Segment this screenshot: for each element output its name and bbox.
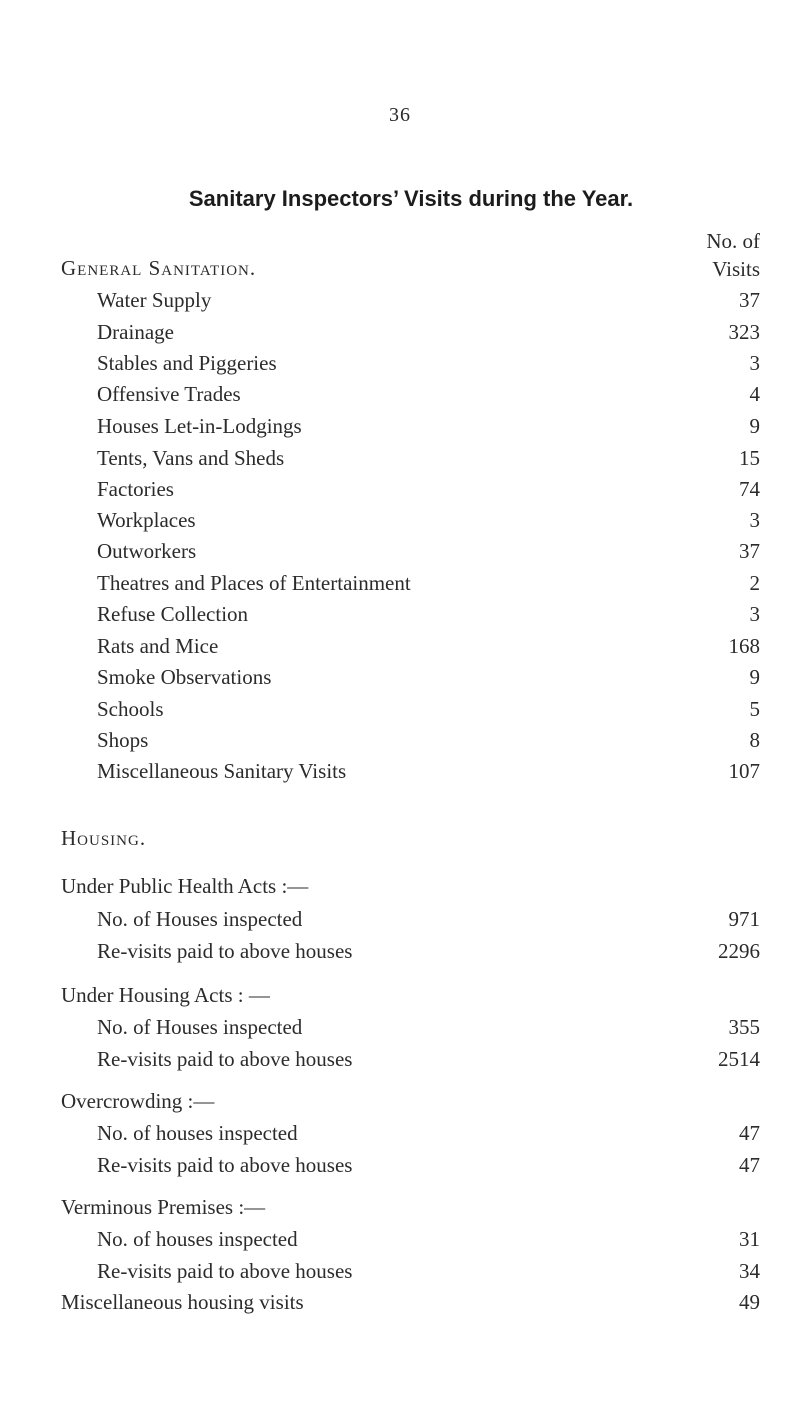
- row-label: Stables and Piggeries: [97, 351, 277, 375]
- subheading-housing-acts: Under Housing Acts : —: [61, 983, 270, 1007]
- row-value: 2514: [718, 1047, 760, 1071]
- row-label: Re-visits paid to above houses: [97, 1259, 353, 1283]
- row-label: Drainage: [97, 320, 174, 344]
- row-value: 971: [728, 907, 760, 931]
- row-value: 3: [749, 351, 760, 375]
- row-value: 323: [728, 320, 760, 344]
- row-label: Re-visits paid to above houses: [97, 939, 353, 963]
- row-value: 4: [749, 382, 760, 406]
- table-row: [0, 1290, 800, 1322]
- subheading-verminous-premises: Verminous Premises :—: [61, 1195, 266, 1219]
- row-value: 47: [739, 1121, 760, 1145]
- row-value: 9: [749, 414, 760, 438]
- row-value: 37: [739, 288, 760, 312]
- row-value: 107: [728, 759, 760, 783]
- table-row: [0, 508, 800, 540]
- row-value: 31: [739, 1227, 760, 1251]
- section-heading-general-sanitation: General Sanitation.: [61, 256, 257, 280]
- row-label: Smoke Observations: [97, 665, 272, 689]
- row-label: Refuse Collection: [97, 602, 249, 626]
- row-label: Theatres and Places of Entertainment: [97, 571, 411, 595]
- table-row: [0, 1259, 800, 1291]
- table-row: [0, 446, 800, 478]
- row-value: 5: [749, 697, 760, 721]
- table-row: [0, 665, 800, 697]
- table-row: [0, 1047, 800, 1079]
- row-label: Factories: [97, 477, 174, 501]
- table-row: [0, 634, 800, 666]
- row-value: 355: [728, 1015, 760, 1039]
- row-label: Outworkers: [97, 539, 197, 563]
- row-label: Schools: [97, 697, 164, 721]
- row-label: Workplaces: [97, 508, 196, 532]
- table-row: [0, 414, 800, 446]
- row-label: Houses Let-in-Lodgings: [97, 414, 302, 438]
- row-label: Tents, Vans and Sheds: [97, 446, 285, 470]
- table-row: [0, 759, 800, 791]
- row-value: 3: [749, 602, 760, 626]
- row-value: 37: [739, 539, 760, 563]
- row-value: 74: [739, 477, 760, 501]
- table-row: [0, 288, 800, 320]
- row-label: Shops: [97, 728, 149, 752]
- table-row: [0, 907, 800, 939]
- row-value: 8: [749, 728, 760, 752]
- row-label: Re-visits paid to above houses: [97, 1047, 353, 1071]
- row-value: 49: [739, 1290, 760, 1314]
- row-label: Offensive Trades: [97, 382, 241, 406]
- row-label: No. of houses inspected: [97, 1121, 298, 1145]
- row-label: Re-visits paid to above houses: [97, 1153, 353, 1177]
- table-row: [0, 728, 800, 760]
- row-label: Miscellaneous Sanitary Visits: [97, 759, 347, 783]
- row-value: 3: [749, 508, 760, 532]
- row-label: No. of Houses inspected: [97, 907, 303, 931]
- table-row: [0, 602, 800, 634]
- table-row: [0, 1121, 800, 1153]
- table-row: [0, 1015, 800, 1047]
- row-label: Miscellaneous housing visits: [61, 1290, 304, 1314]
- row-label: Water Supply: [97, 288, 212, 312]
- subheading-overcrowding: Overcrowding :—: [61, 1089, 215, 1113]
- table-row: [0, 477, 800, 509]
- row-value: 15: [739, 446, 760, 470]
- row-label: No. of Houses inspected: [97, 1015, 303, 1039]
- table-row: [0, 571, 800, 603]
- row-label: Rats and Mice: [97, 634, 219, 658]
- table-row: [0, 1153, 800, 1185]
- row-value: 47: [739, 1153, 760, 1177]
- section-heading-housing: Housing.: [61, 826, 147, 850]
- row-value: 34: [739, 1259, 760, 1283]
- column-header-line1: No. of: [706, 229, 760, 253]
- table-row: [0, 320, 800, 352]
- row-value: 2296: [718, 939, 760, 963]
- table-row: [0, 939, 800, 971]
- subheading-public-health-acts: Under Public Health Acts :—: [61, 874, 309, 898]
- row-value: 2: [749, 571, 760, 595]
- table-row: [0, 382, 800, 414]
- row-value: 9: [749, 665, 760, 689]
- row-value: 168: [728, 634, 760, 658]
- table-row: [0, 351, 800, 383]
- page-number: 36: [389, 104, 411, 126]
- page-title: Sanitary Inspectors’ Visits during the Year.: [188, 186, 634, 211]
- column-header-line2: Visits: [712, 257, 760, 281]
- table-row: [0, 1227, 800, 1259]
- table-row: [0, 697, 800, 729]
- table-row: [0, 539, 800, 571]
- row-label: No. of houses inspected: [97, 1227, 298, 1251]
